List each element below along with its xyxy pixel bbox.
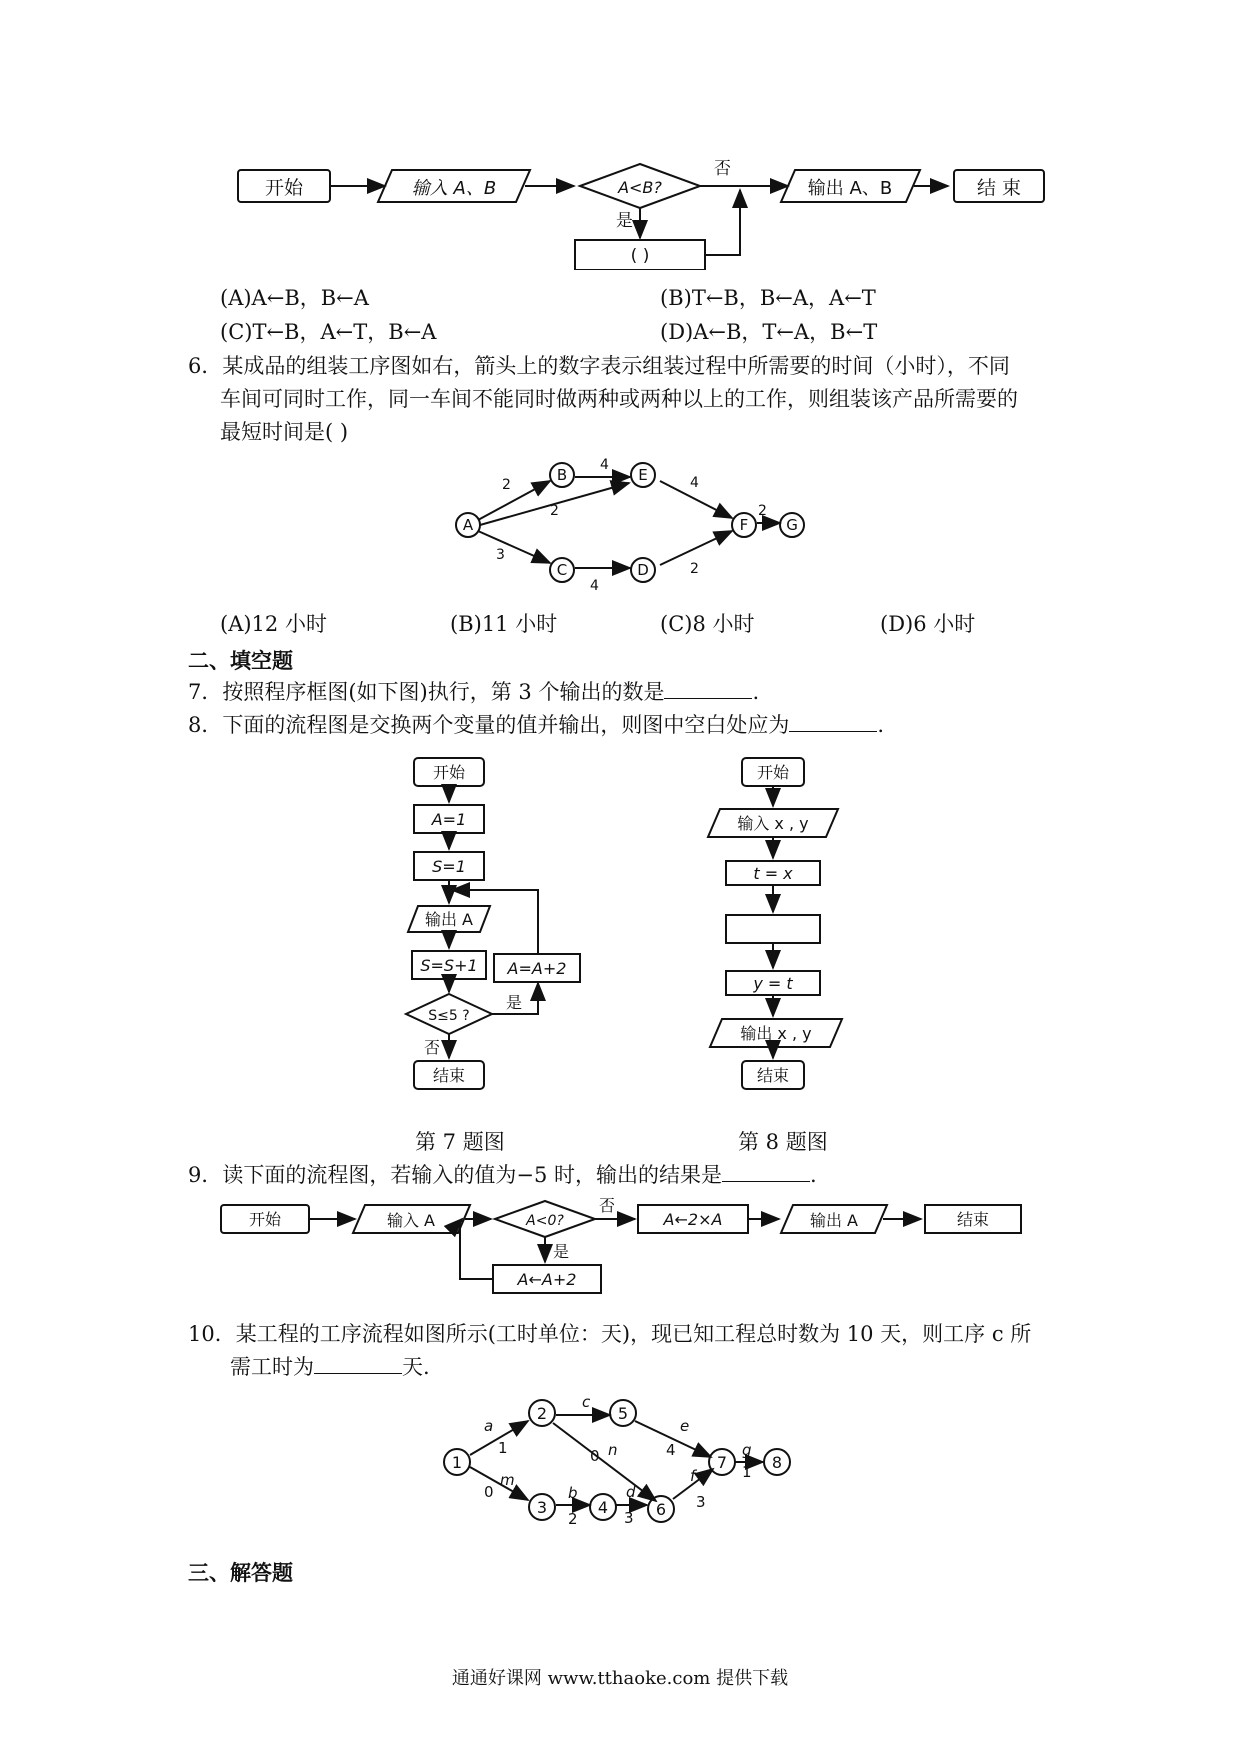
fig9-condition-label: A<0? [526, 1213, 564, 1229]
weight-ae: 2 [550, 503, 559, 519]
q8-answer-blank[interactable] [789, 711, 877, 732]
node-8-label: 8 [771, 1453, 783, 1472]
q6-option-d: (D)6 小时 [880, 612, 976, 636]
q5-option-c: (C)T←B，A←T，B←A [220, 320, 437, 344]
q5-option-d: (D)A←B，T←A，B←T [660, 320, 878, 344]
q6-line2: 车间可同时工作，同一车间不能同时做两种或两种以上的工作，则组装该产品所需要的 [220, 387, 1018, 411]
weight-ab: 2 [502, 477, 511, 493]
edge-g-label: g [742, 1441, 752, 1459]
fig7-condition-label: S≤5 ? [428, 1008, 470, 1024]
fig9-flowchart [215, 1195, 1035, 1305]
fig8-caption: 第 8 题图 [738, 1130, 828, 1154]
fig7-output-label: 输出 A [424, 910, 474, 929]
q7-text: 7．按照程序框图(如下图)执行，第 3 个输出的数是 . [188, 680, 760, 704]
fig7-yes-label: 是 [505, 993, 523, 1012]
fig7-caption: 第 7 题图 [415, 1130, 505, 1154]
node-5-label: 5 [617, 1404, 629, 1423]
q8-text: 8．下面的流程图是交换两个变量的值并输出，则图中空白处应为 . [188, 713, 885, 737]
fig7-flowchart [390, 750, 610, 1100]
fig9-output-label: 输出 A [809, 1211, 859, 1230]
weight-fg: 2 [758, 503, 767, 519]
fig9-end-label: 结束 [956, 1210, 990, 1229]
fig8-end-label: 结束 [756, 1066, 790, 1085]
q9-answer-blank[interactable] [722, 1161, 810, 1182]
edge-d-label: d [626, 1483, 636, 1501]
node-2-label: 2 [536, 1404, 548, 1423]
fig9-mult-label: A←2×A [663, 1210, 723, 1229]
fig8-input-label: 输入 x , y [737, 814, 809, 833]
yes-label: 是 [616, 211, 633, 231]
node-4-label: 4 [597, 1498, 609, 1517]
node-c-label: C [556, 561, 568, 579]
edge-e-label: e [680, 1417, 690, 1435]
edge-d-weight: 3 [624, 1509, 634, 1527]
q10-line2: 需工时为 天. [230, 1355, 430, 1379]
fig7-ss-label: S=S+1 [420, 956, 478, 975]
q5-option-b: (B)T←B，B←A，A←T [660, 286, 876, 310]
start-label: 开始 [264, 177, 304, 199]
q6-option-c: (C)8 小时 [660, 612, 755, 636]
fig7-end-label: 结束 [432, 1066, 466, 1085]
node-f-label: F [739, 516, 749, 534]
edge-a-label: a [484, 1417, 494, 1435]
section-2-heading: 二、填空题 [188, 649, 293, 673]
fig9-no-label: 否 [598, 1196, 616, 1215]
node-7-label: 7 [716, 1453, 728, 1472]
q5-flowchart [220, 140, 1070, 270]
fig7-start-label: 开始 [432, 763, 466, 782]
node-g-label: G [786, 516, 798, 534]
fig8-blank-box [726, 915, 820, 943]
blank-label: ( ) [630, 246, 650, 266]
weight-be: 4 [600, 457, 609, 473]
q6-line1: 6．某成品的组装工序图如右，箭头上的数字表示组装过程中所需要的时间（小时），不同 [188, 354, 1010, 378]
end-label: 结 束 [976, 177, 1022, 199]
fig7-a1-label: A=1 [431, 810, 467, 829]
node-b-label: B [556, 466, 568, 484]
edge-b-weight: 2 [568, 1510, 578, 1528]
fig7-s1-label: S=1 [432, 857, 466, 876]
output-label: 输出 A、B [807, 178, 893, 199]
fig8-t-label: t = x [753, 864, 793, 883]
input-label: 输入 A、B [411, 178, 497, 199]
condition-label: A<B? [618, 178, 662, 197]
fig8-output-label: 输出 x , y [740, 1024, 812, 1043]
edge-n-label: n [608, 1441, 618, 1459]
fig9-input-label: 输入 A [386, 1211, 436, 1230]
edge-g-weight: 1 [742, 1463, 752, 1481]
fig7-no-label: 否 [423, 1038, 441, 1057]
weight-ef: 4 [690, 475, 699, 491]
fig9-yes-label: 是 [552, 1242, 570, 1261]
weight-df: 2 [690, 561, 699, 577]
node-1-label: 1 [451, 1453, 463, 1472]
edge-e-weight: 4 [666, 1441, 676, 1459]
q6-option-a: (A)12 小时 [220, 612, 327, 636]
section-3-heading: 三、解答题 [188, 1561, 293, 1585]
q6-network-diagram [450, 455, 830, 595]
weight-cd: 4 [590, 578, 599, 594]
q6-option-b: (B)11 小时 [450, 612, 558, 636]
node-d-label: D [637, 561, 649, 579]
node-6-label: 6 [655, 1500, 667, 1519]
edge-f-label: f [690, 1467, 696, 1485]
q9-text: 9．读下面的流程图，若输入的值为−5 时，输出的结果是 . [188, 1163, 817, 1187]
node-3-label: 3 [536, 1498, 548, 1517]
edge-m-weight: 0 [484, 1483, 494, 1501]
node-e-label: E [638, 466, 648, 484]
fig7-aa-label: A=A+2 [507, 959, 567, 978]
page-footer: 通通好课网 www.tthaoke.com 提供下载 [451, 1668, 789, 1689]
edge-b-label: b [568, 1484, 578, 1502]
q10-answer-blank[interactable] [314, 1353, 402, 1374]
fig8-flowchart [690, 750, 860, 1100]
q6-line3: 最短时间是( ) [220, 420, 349, 444]
no-label: 否 [714, 159, 731, 179]
fig10-network-diagram [440, 1393, 820, 1528]
edge-n-weight: 0 [590, 1447, 600, 1465]
node-a-label: A [462, 516, 474, 534]
fig9-add-label: A←A+2 [517, 1270, 577, 1289]
q5-option-a: (A)A←B，B←A [220, 286, 369, 310]
q7-answer-blank[interactable] [664, 678, 752, 699]
edge-c-label: c [582, 1393, 591, 1411]
fig8-y-label: y = t [753, 974, 793, 993]
fig9-start-label: 开始 [248, 1210, 282, 1229]
q10-line1: 10．某工程的工序流程如图所示(工时单位：天)，现已知工程总时数为 10 天，则工序 c 所 [188, 1322, 1032, 1346]
weight-ac: 3 [496, 547, 505, 563]
edge-a-weight: 1 [498, 1439, 508, 1457]
fig8-start-label: 开始 [756, 763, 790, 782]
edge-m-label: m [500, 1471, 515, 1489]
edge-f-weight: 3 [696, 1493, 706, 1511]
